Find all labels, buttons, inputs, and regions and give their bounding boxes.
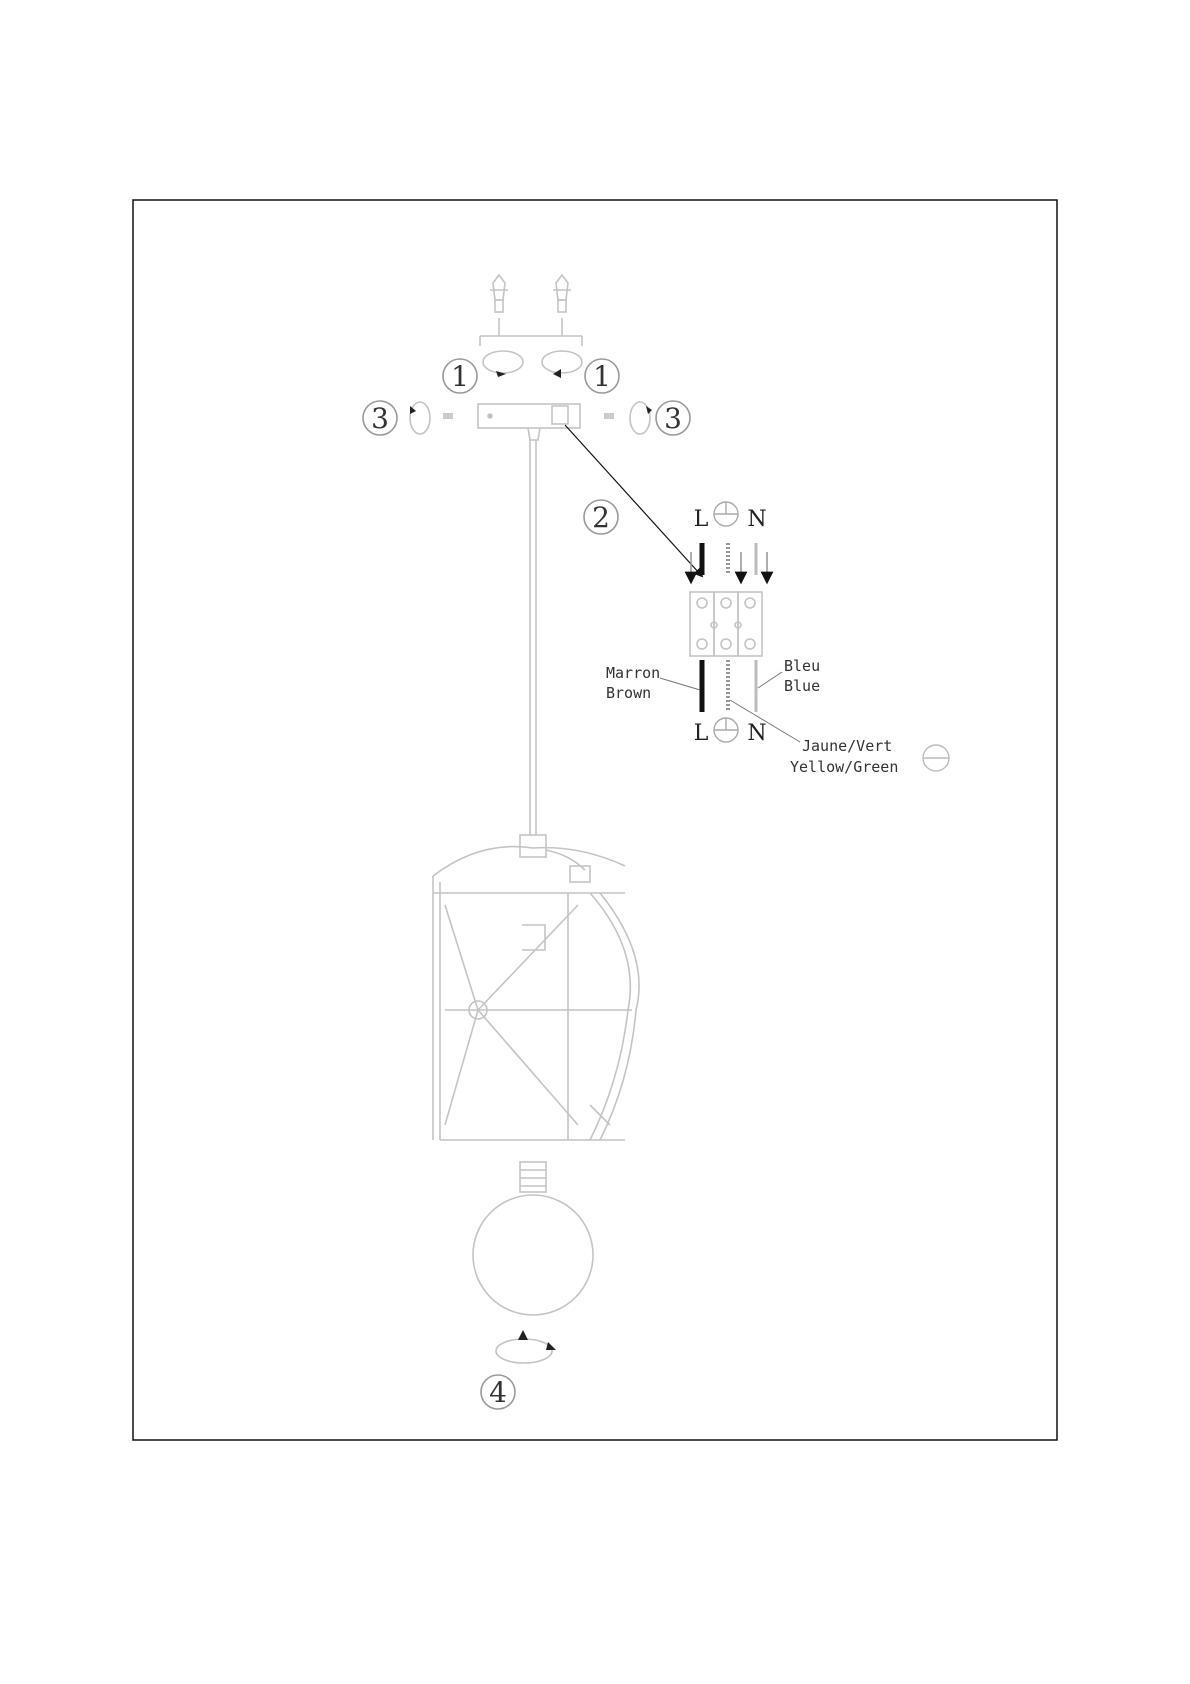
- step-4-marker: [481, 1375, 515, 1409]
- step-3-left-screw: [363, 401, 453, 435]
- step-1-right-marker: [585, 359, 619, 393]
- svg-text:4: 4: [489, 1376, 507, 1409]
- rotate-arrow-icon: [483, 351, 582, 378]
- brown-label-en: Brown: [606, 684, 652, 702]
- wall-plug-icon: [490, 275, 571, 312]
- terminal-label-bottom-n: N: [747, 721, 767, 746]
- rotate-arrow-icon: [496, 1330, 556, 1363]
- detail-leader-arrow: [565, 425, 700, 574]
- earth-symbol-icon: [923, 745, 949, 771]
- step-1-left-marker: [443, 359, 477, 393]
- svg-text:1: 1: [451, 360, 469, 393]
- light-bulb-icon: [473, 1162, 593, 1315]
- terminal-label-bottom-l: L: [693, 721, 709, 746]
- blue-label-en: Blue: [784, 677, 821, 695]
- outgoing-wires: [702, 660, 756, 712]
- brown-label-fr: Marron: [606, 664, 661, 682]
- brown-leader: [660, 678, 700, 690]
- earth-symbol-icon: [714, 502, 738, 526]
- blue-label-fr: Bleu: [784, 657, 821, 675]
- screw-icon: [480, 318, 582, 346]
- terminal-block: [690, 592, 762, 656]
- step-3-right-screw: [604, 401, 690, 435]
- suspension-rod: [530, 440, 536, 835]
- svg-text:1: 1: [593, 360, 611, 393]
- earth-label-en: Yellow/Green: [790, 758, 899, 776]
- earth-symbol-icon: [714, 718, 738, 742]
- terminal-label-top-n: N: [747, 507, 767, 532]
- svg-text:3: 3: [371, 402, 389, 435]
- step-2-marker: [584, 500, 618, 534]
- ceiling-plate: [478, 404, 580, 440]
- earth-label-fr: Jaune/Vert: [802, 737, 893, 755]
- terminal-label-top-l: L: [693, 507, 709, 532]
- blue-leader: [758, 672, 782, 688]
- incoming-wires: [691, 543, 767, 578]
- svg-text:3: 3: [664, 402, 682, 435]
- svg-text:2: 2: [592, 501, 610, 534]
- lamp-cage: [433, 835, 639, 1140]
